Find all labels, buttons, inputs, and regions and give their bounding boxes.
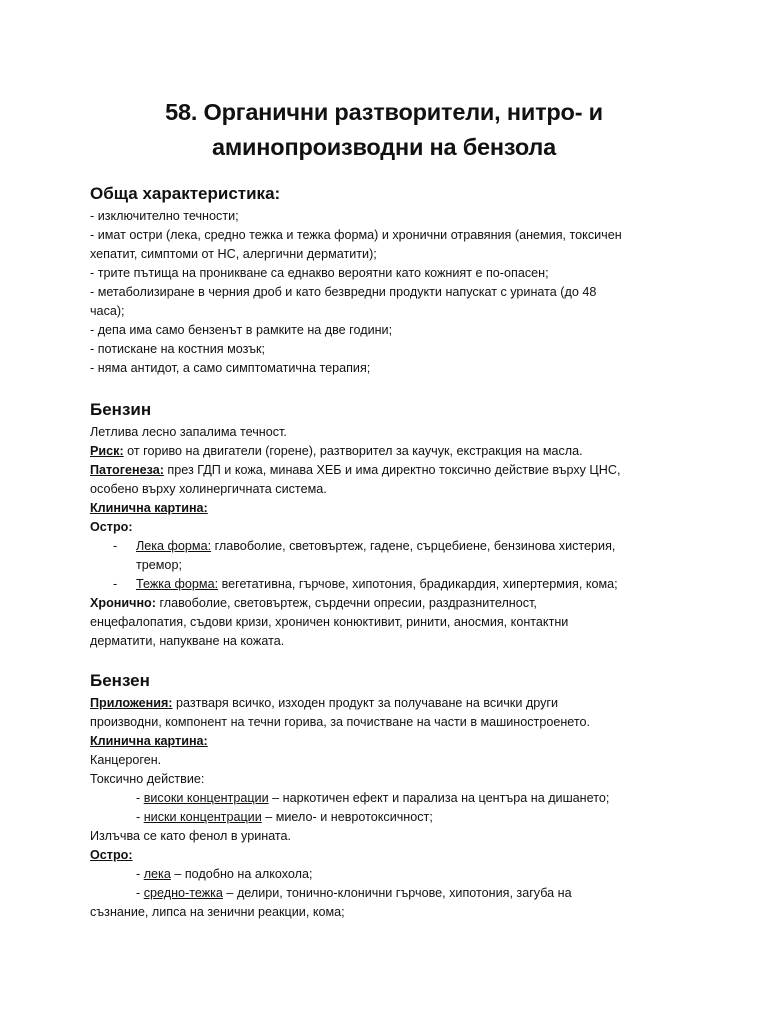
light-label: лека: [143, 867, 171, 881]
pathogenesis-cont: особено върху холинергичната система.: [90, 482, 327, 496]
benzin-pathogenesis: [90, 461, 620, 480]
item-prefix: -: [136, 791, 144, 805]
toxic-action: Токсично действие:: [90, 772, 205, 786]
list-bullet: -: [113, 539, 118, 553]
page-title-line2: аминопроизводни на бензола: [212, 134, 556, 160]
risk-label: Риск:: [90, 444, 124, 458]
light-form: [136, 865, 313, 884]
general-line: - имат остри (лека, средно тежка и тежка форма) и хронични отравяния (анемия, токсичен: [90, 228, 622, 242]
benzin-risk: [90, 442, 583, 461]
excreted: Излъчва се като фенол в урината.: [90, 829, 292, 843]
mild-label: Лека форма:: [136, 539, 212, 553]
general-line: часа);: [90, 304, 125, 318]
general-line: - трите пътища на проникване са еднакво вероятни като кожният е по-опасен;: [90, 266, 549, 280]
medium-form: [136, 884, 572, 903]
general-line: хепатит, симптоми от НС, алергични дерматити);: [90, 247, 377, 261]
high-concentrations: [136, 789, 609, 808]
mild-cont: тремор;: [136, 558, 182, 572]
benzin-heading: Бензин: [90, 400, 152, 419]
medium-text: – делири, тонично-клонични гърчове, хипотония, загуба на: [222, 886, 572, 900]
chronic-cont: енцефалопатия, съдови кризи, хроничен конюктивит, ринити, аносмия, контактни: [90, 615, 569, 629]
benzin-intro: Летлива лесно запалима течност.: [90, 425, 287, 439]
general-line: - няма антидот, а само симптоматична терапия;: [90, 361, 371, 375]
medium-cont: съзнание, липса на зенични реакции, кома;: [90, 905, 345, 919]
benzen-applications: [90, 694, 558, 713]
low-text: – миело- и невротоксичност;: [261, 810, 433, 824]
low-label: ниски концентрации: [143, 810, 262, 824]
general-line: - потискане на костния мозък;: [90, 342, 265, 356]
chronic-label: Хронично:: [90, 596, 156, 610]
low-concentrations: [136, 808, 433, 827]
benzen-acute-label: Остро:: [90, 848, 133, 862]
applications-text: разтваря всичко, изходен продукт за получаване на всички други: [172, 696, 558, 710]
benzin-chronic: [90, 594, 537, 613]
medium-label: средно-тежка: [143, 886, 223, 900]
general-line: - депа има само бензенът в рамките на две години;: [90, 323, 393, 337]
carcinogen: Канцероген.: [90, 753, 162, 767]
item-prefix: -: [136, 886, 144, 900]
mild-text: главоболие, световъртеж, гадене, сърцебиене, бензинова хистерия,: [211, 539, 616, 553]
item-prefix: -: [136, 867, 144, 881]
applications-label: Приложения:: [90, 696, 173, 710]
severe-form: [136, 575, 618, 594]
benzin-acute-label: Остро:: [90, 520, 133, 534]
benzen-clinical-label: Клинична картина:: [90, 734, 208, 748]
benzen-heading: Бензен: [90, 671, 150, 690]
general-heading: Обща характеристика:: [90, 184, 281, 203]
general-line: - метаболизиране в черния дроб и като безвредни продукти напускат с урината (до 48: [90, 285, 597, 299]
severe-label: Тежка форма:: [136, 577, 219, 591]
page-title-line1: 58. Органични разтворители, нитро- и: [165, 99, 603, 125]
severe-text: вегетативна, гърчове, хипотония, брадикардия, хипертермия, кома;: [218, 577, 618, 591]
chronic-cont: дерматити, напукване на кожата.: [90, 634, 285, 648]
risk-text: от гориво на двигатели (горене), разтворител за каучук, екстракция на масла.: [123, 444, 583, 458]
chronic-text: главоболие, световъртеж, сърдечни опресии, раздразнителност,: [155, 596, 537, 610]
high-text: – наркотичен ефект и парализа на центъра на дишането;: [268, 791, 610, 805]
light-text: – подобно на алкохола;: [170, 867, 313, 881]
pathogenesis-label: Патогенеза:: [90, 463, 164, 477]
high-label: високи концентрации: [143, 791, 269, 805]
list-bullet: -: [113, 577, 118, 591]
general-line: - изключително течности;: [90, 209, 239, 223]
mild-form: [136, 537, 615, 556]
pathogenesis-text: през ГДП и кожа, минава ХЕБ и има директно токсично действие върху ЦНС,: [163, 463, 621, 477]
item-prefix: -: [136, 810, 144, 824]
benzin-clinical-label: Клинична картина:: [90, 501, 208, 515]
applications-cont: производни, компонент на течни горива, за почистване на части в машиностроенето.: [90, 715, 591, 729]
